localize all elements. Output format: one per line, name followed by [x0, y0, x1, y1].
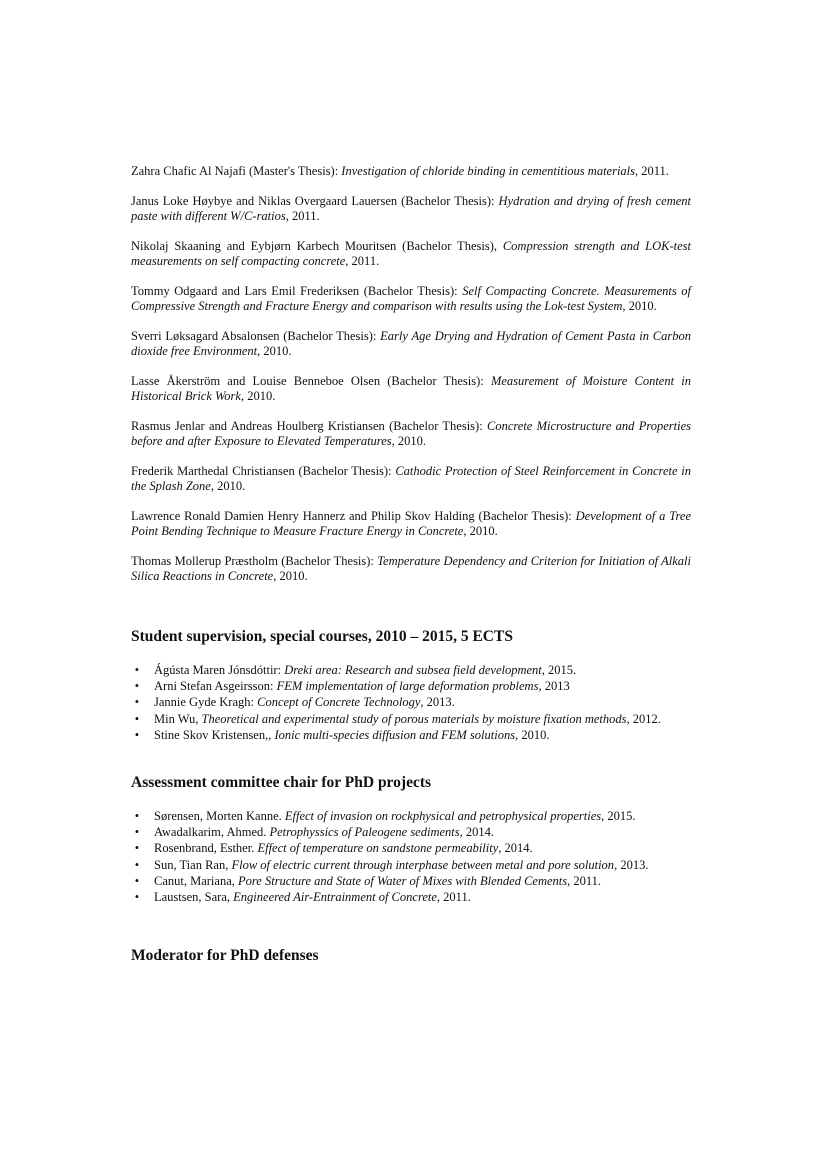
- thesis-entry: [131, 509, 691, 540]
- thesis-authors: Zahra Chafic Al Najafi (Master's Thesis):: [131, 164, 342, 178]
- project-year: , 2011.: [567, 873, 602, 888]
- thesis-title: Compression strength and LOK-test measurements on self compacting concrete: [131, 238, 691, 268]
- thesis-entry: [131, 284, 691, 315]
- bullet-icon: •: [134, 679, 140, 694]
- student-name: Min Wu,: [154, 711, 202, 726]
- course-year: , 2010.: [515, 727, 550, 742]
- course-title: Theoretical and experimental study of porous materials by moisture fixation methods: [201, 711, 627, 726]
- course-title: Dreki area: Research and subsea field development: [284, 663, 542, 677]
- thesis-entry: [131, 194, 691, 225]
- moderator-heading: Moderator for PhD defenses: [131, 947, 319, 964]
- course-year: , 2012.: [626, 711, 661, 726]
- list-item: [131, 857, 711, 873]
- bullet-icon: •: [134, 873, 140, 888]
- thesis-year: , 2010.: [391, 434, 426, 448]
- bullet-icon: •: [134, 841, 140, 856]
- list-item: [131, 889, 711, 905]
- course-title: FEM implementation of large deformation problems: [276, 679, 539, 694]
- thesis-entry: [131, 464, 691, 495]
- candidate-name: Rosenbrand, Esther.: [154, 841, 258, 856]
- thesis-year: , 2010.: [273, 569, 308, 583]
- assessment-list: [131, 808, 711, 905]
- thesis-title: Cathodic Protection of Steel Reinforcement in Concrete in the Splash Zone: [131, 463, 691, 493]
- thesis-authors: Nikolaj Skaaning and Eybjørn Karbech Mouritsen (Bachelor Thesis),: [131, 238, 503, 253]
- thesis-title: Development of a Tree Point Bending Technique to Measure Fracture Energy in Concrete: [131, 508, 691, 538]
- project-title: Effect of invasion on rockphysical and petrophysical properties: [284, 809, 602, 823]
- project-title: Effect of temperature on sandstone permeability: [257, 841, 499, 856]
- bullet-icon: •: [134, 857, 140, 872]
- list-item: [131, 694, 711, 710]
- assessment-heading: Assessment committee chair for PhD projects: [131, 774, 432, 791]
- thesis-authors: Rasmus Jenlar and Andreas Houlberg Kristiansen (Bachelor Thesis):: [131, 418, 487, 433]
- special-courses-list: [131, 662, 711, 743]
- bullet-icon: •: [134, 695, 140, 710]
- project-title: Engineered Air-Entrainment of Concrete: [233, 890, 437, 905]
- thesis-year: , 2010.: [240, 389, 276, 403]
- bullet-icon: •: [134, 890, 140, 905]
- thesis-year: , 2010.: [622, 299, 657, 313]
- thesis-title: Self Compacting Concrete. Measurements of Compressive Strength and Fracture Energy and comparison with results using the Lok-test System: [131, 283, 691, 313]
- project-year: , 2013.: [614, 857, 649, 872]
- thesis-entry: [131, 239, 691, 270]
- list-item: [131, 678, 711, 694]
- thesis-title: Measurement of Moisture Content in Historical Brick Work: [131, 373, 691, 403]
- thesis-title: Early Age Drying and Hydration of Cement Pasta in Carbon dioxide free Environment: [131, 328, 691, 358]
- thesis-year: , 2011.: [635, 164, 669, 178]
- thesis-title: Temperature Dependency and Criterion for Initiation of Alkali Silica Reactions in Concrete: [131, 553, 691, 583]
- special-courses-heading: Student supervision, special courses, 2010 – 2015, 5 ECTS: [131, 628, 513, 645]
- student-name: Ágústa Maren Jónsdóttir:: [154, 663, 285, 677]
- candidate-name: Sørensen, Morten Kanne.: [154, 809, 285, 823]
- project-year: , 2014.: [459, 825, 494, 840]
- thesis-entry: [131, 374, 691, 405]
- project-year: , 2015.: [601, 809, 636, 823]
- candidate-name: Awadalkarim, Ahmed.: [154, 825, 270, 840]
- project-year: , 2014.: [498, 841, 533, 856]
- list-item: [131, 808, 711, 824]
- thesis-year: , 2010.: [257, 344, 292, 358]
- list-item: [131, 824, 711, 840]
- thesis-authors: Janus Loke Høybye and Niklas Overgaard Lauersen (Bachelor Thesis):: [131, 193, 499, 208]
- thesis-year: , 2011.: [345, 254, 380, 268]
- thesis-title: Investigation of chloride binding in cementitious materials: [341, 164, 636, 178]
- bullet-icon: •: [134, 825, 140, 840]
- list-item: [131, 662, 711, 678]
- thesis-year: , 2010.: [463, 524, 498, 538]
- thesis-entry: [131, 329, 691, 360]
- list-item: [131, 727, 711, 743]
- thesis-authors: Thomas Mollerup Præstholm (Bachelor Thesis):: [131, 553, 378, 568]
- thesis-year: , 2010.: [210, 479, 246, 493]
- thesis-authors: Sverri Løksagard Absalonsen (Bachelor Thesis):: [131, 328, 381, 343]
- bullet-icon: •: [134, 663, 140, 677]
- student-name: Jannie Gyde Kragh:: [154, 695, 258, 710]
- candidate-name: Canut, Mariana,: [154, 873, 239, 888]
- thesis-authors: Lawrence Ronald Damien Henry Hannerz and Philip Skov Halding (Bachelor Thesis):: [131, 508, 576, 523]
- course-year: , 2013.: [420, 695, 455, 710]
- project-title: Flow of electric current through interphase between metal and pore solution: [231, 857, 615, 872]
- thesis-authors: Frederik Marthedal Christiansen (Bachelor Thesis):: [131, 463, 396, 478]
- course-year: , 2013: [538, 679, 570, 694]
- project-title: Pore Structure and State of Water of Mixes with Blended Cements: [238, 873, 568, 888]
- student-name: Stine Skov Kristensen,,: [154, 727, 275, 742]
- thesis-entry: [131, 554, 691, 585]
- thesis-authors: Tommy Odgaard and Lars Emil Frederiksen (Bachelor Thesis):: [131, 283, 463, 298]
- course-title: Ionic multi-species diffusion and FEM solutions: [274, 727, 516, 742]
- bullet-icon: •: [134, 711, 140, 726]
- list-item: [131, 711, 711, 727]
- course-year: , 2015.: [541, 663, 577, 677]
- bullet-icon: •: [134, 727, 140, 742]
- list-item: [131, 840, 711, 856]
- candidate-name: Sun, Tian Ran,: [154, 857, 232, 872]
- thesis-title: Concrete Microstructure and Properties before and after Exposure to Elevated Temperatures: [131, 418, 692, 448]
- thesis-authors: Lasse Åkerström and Louise Benneboe Olsen (Bachelor Thesis):: [131, 373, 491, 388]
- candidate-name: Laustsen, Sara,: [154, 890, 234, 905]
- list-item: [131, 873, 711, 889]
- course-title: Concept of Concrete Technology: [257, 695, 421, 710]
- project-title: Petrophyssics of Paleogene sediments: [269, 825, 460, 840]
- project-year: , 2011.: [436, 890, 471, 905]
- thesis-year: , 2011.: [285, 209, 320, 223]
- student-name: Arni Stefan Asgeirsson:: [154, 679, 277, 694]
- thesis-entry: [131, 164, 691, 180]
- thesis-list: [131, 164, 691, 599]
- thesis-entry: [131, 419, 691, 450]
- thesis-title: Hydration and drying of fresh cement paste with different W/C-ratios: [131, 193, 691, 223]
- bullet-icon: •: [134, 809, 140, 823]
